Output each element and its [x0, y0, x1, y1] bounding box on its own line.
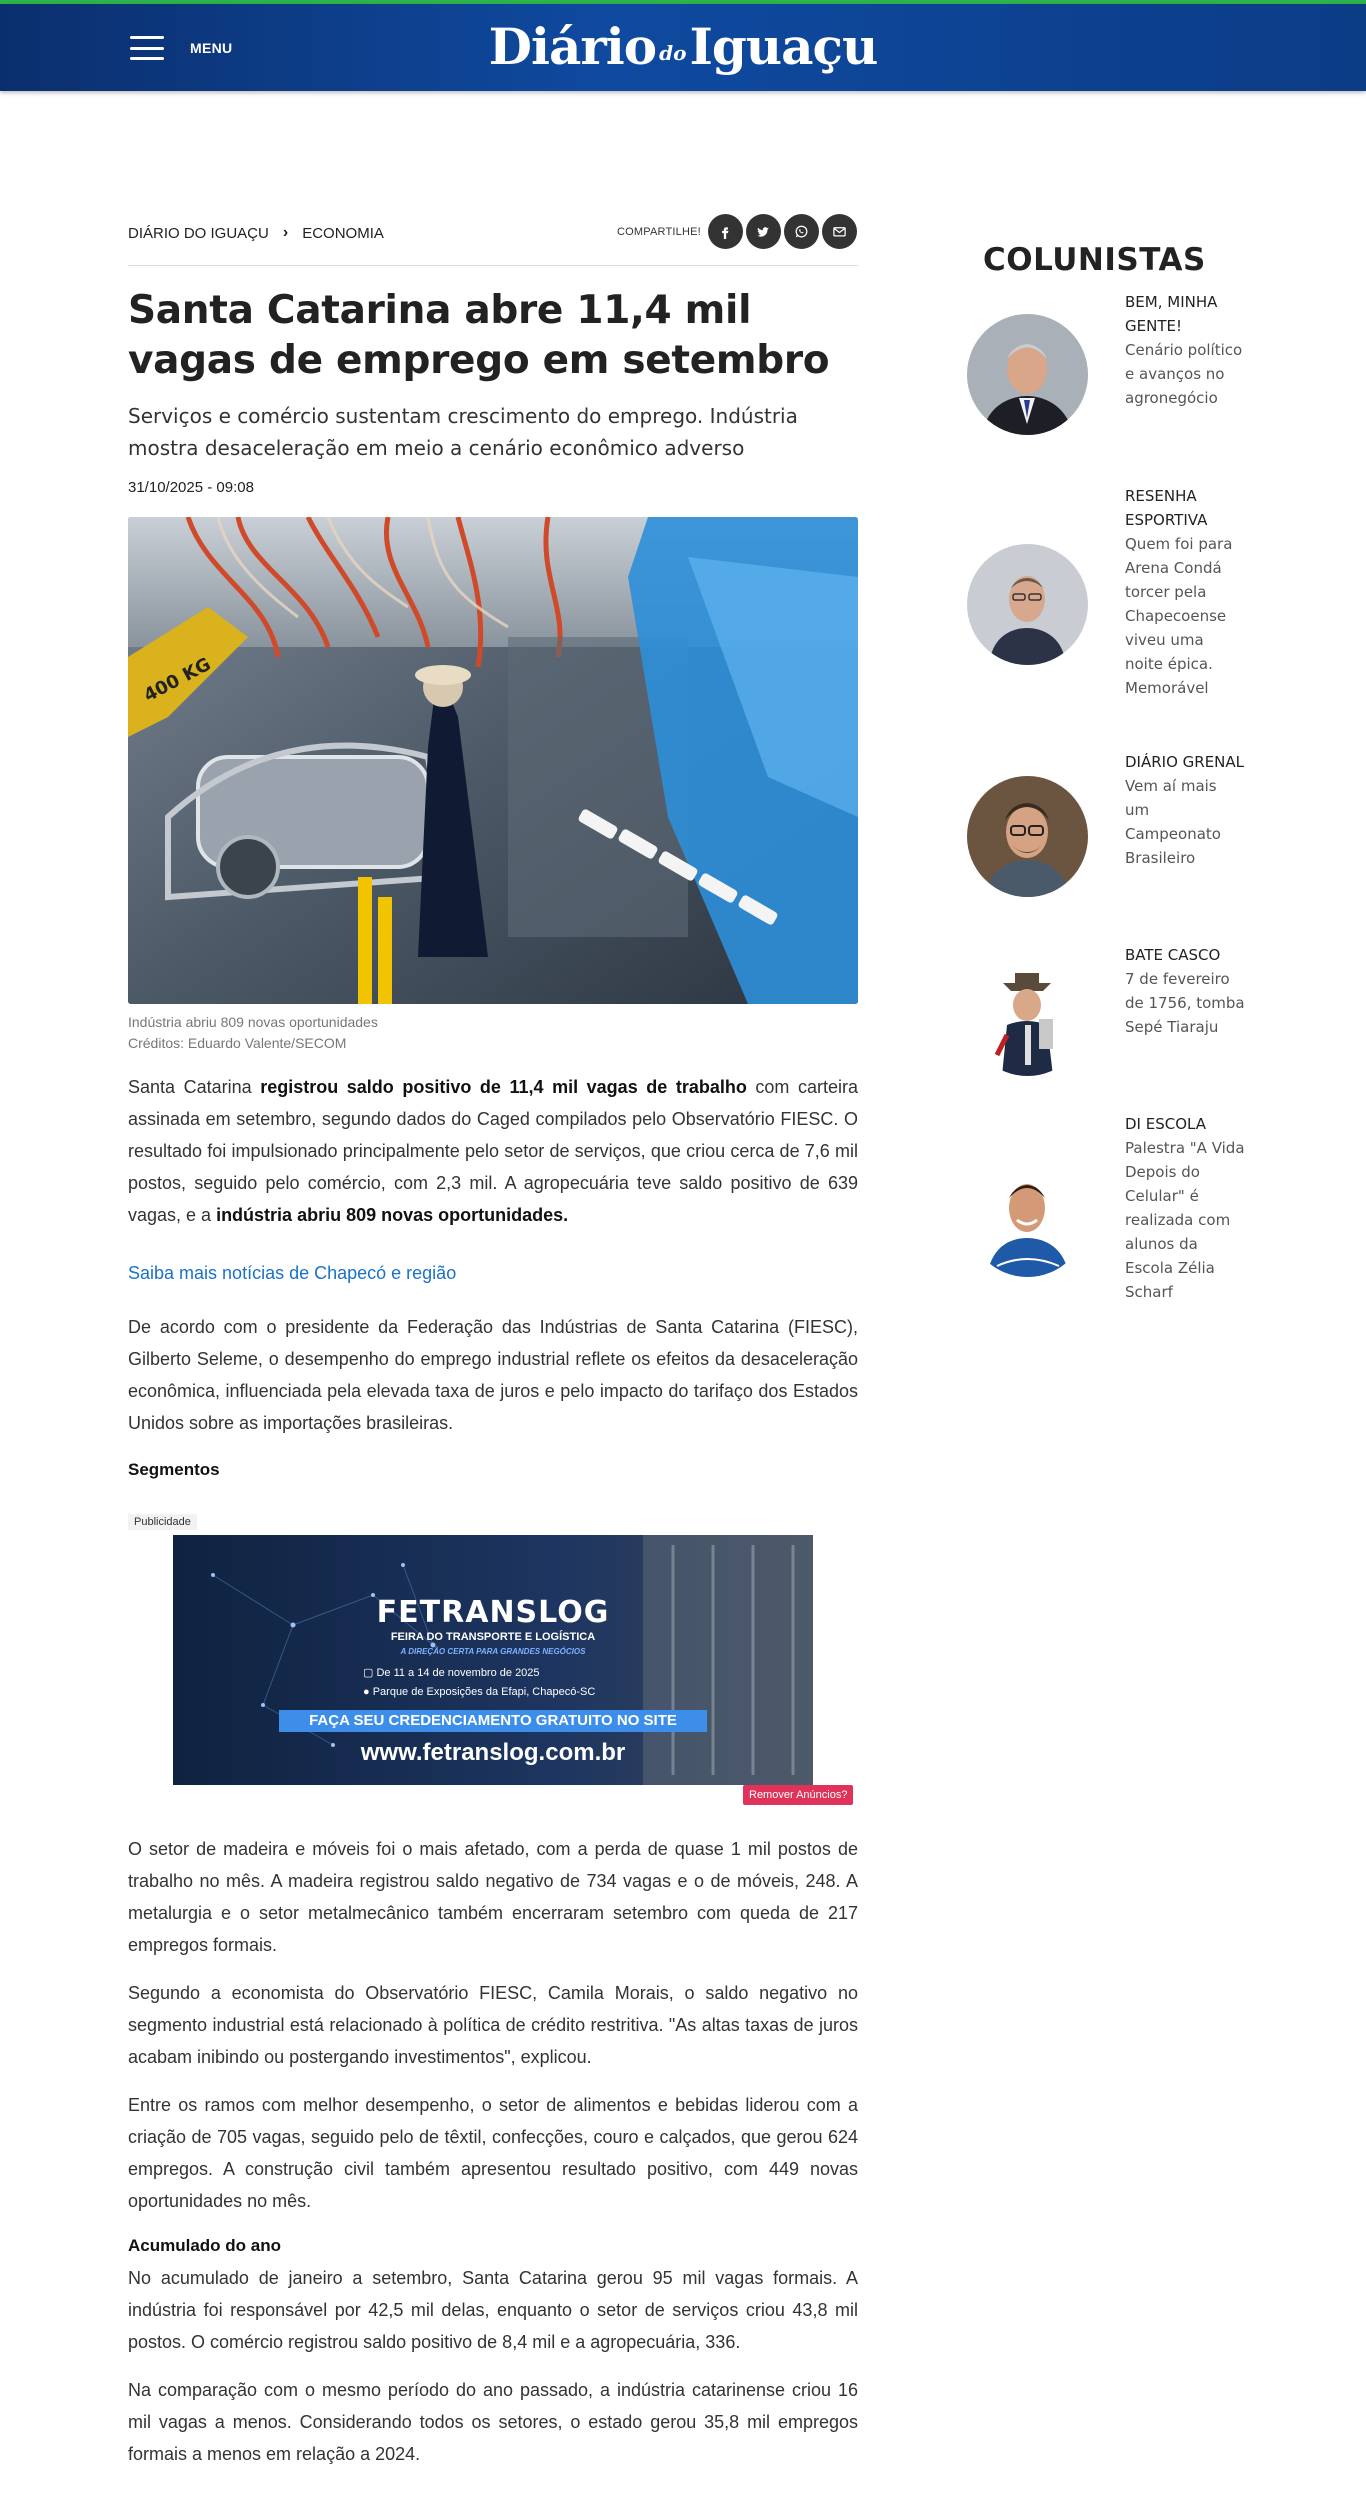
section-heading-segmentos: Segmentos: [128, 1460, 220, 1479]
fetranslog-ad-banner[interactable]: [173, 1535, 813, 1785]
caption-credits: Créditos: Eduardo Valente/SECOM: [128, 1035, 347, 1051]
ad-place-text: Parque de Exposições da Efapi, Chapecó-SC: [372, 1686, 596, 1698]
calendar-icon: ▢: [363, 1667, 377, 1679]
avatar: [967, 955, 1088, 1076]
ad-dates: [363, 1666, 540, 1679]
ad-subtagline: A DIREÇÃO CERTA PARA GRANDES NEGÓCIOS: [400, 1647, 586, 1656]
breadcrumb-section[interactable]: ECONOMIA: [302, 224, 384, 242]
facebook-share-button[interactable]: [708, 214, 743, 249]
avatar: [967, 1156, 1088, 1277]
columnist-description[interactable]: Palestra "A Vida Depois do Celular" é realizada com alunos da Escola Zélia Scharf: [1125, 1139, 1245, 1301]
columnist-card[interactable]: [967, 290, 1287, 440]
image-caption: [128, 1012, 378, 1054]
facebook-icon: [718, 225, 732, 239]
columnist-name[interactable]: RESENHA ESPORTIVA: [1125, 487, 1208, 529]
article-paragraph: O setor de madeira e móveis foi o mais afetado, com a perda de quase 1 mil postos de trabalho no mês. A madeira registrou saldo negativo de 734 vagas e o de móveis, 248. A metalurgia e o setor metalmecânico também encerraram setembro com queda de 217 empregos formais.: [128, 1839, 858, 1955]
columnist-description[interactable]: Cenário político e avanços no agronegócio: [1125, 341, 1243, 407]
twitter-share-button[interactable]: [746, 214, 781, 249]
article-title: Santa Catarina abre 11,4 mil vagas de emprego em setembro: [128, 288, 830, 383]
logo-text-iguacu: Iguaçu: [689, 16, 878, 76]
svg-text:400 KG: 400 KG: [140, 653, 215, 707]
share-bar: [617, 214, 857, 249]
article-subtitle: Serviços e comércio sustentam crescimento do emprego. Indústria mostra desaceleração em meio a cenário econômico adverso: [128, 404, 798, 460]
article-paragraph: Entre os ramos com melhor desempenho, o setor de alimentos e bebidas liderou com a criação de 705 vagas, seguido pelo de têxtil, confecções, couro e calçados, que gerou 624 empregos. A construção civil também apresentou resultado positivo, com 449 novas oportunidades no mês.: [128, 2095, 858, 2211]
share-label: COMPARTILHE!: [617, 225, 701, 238]
avatar: [967, 314, 1088, 435]
article-paragraph: Segundo a economista do Observatório FIESC, Camila Morais, o saldo negativo no segmento industrial está relacionado à política de crédito restritiva. "As altas taxas de juros acabam inibindo ou postergando investimentos", explicou.: [128, 1983, 858, 2067]
avatar: [967, 776, 1088, 897]
columnist-description[interactable]: Vem aí mais um Campeonato Brasileiro: [1125, 777, 1221, 867]
breadcrumb: [128, 224, 384, 242]
whatsapp-icon: [794, 224, 809, 239]
site-logo[interactable]: [488, 14, 878, 78]
hamburger-icon: [130, 34, 164, 62]
location-pin-icon: ●: [363, 1686, 373, 1698]
article-hero-image: [128, 517, 858, 1004]
columnist-description[interactable]: Quem foi para Arena Condá torcer pela Chapecoense viveu uma noite épica. Memorável: [1125, 535, 1233, 697]
columnist-description[interactable]: 7 de fevereiro de 1756, tomba Sepé Tiaraju: [1125, 970, 1245, 1036]
columnist-card[interactable]: [967, 943, 1287, 1093]
menu-label: MENU: [190, 40, 233, 56]
chevron-right-icon: ›: [282, 224, 289, 241]
article-paragraph: No acumulado de janeiro a setembro, Santa Catarina gerou 95 mil vagas formais. A indústria foi responsável por 42,5 mil delas, enquanto o setor de serviços criou 43,8 mil postos. O comércio registrou saldo positivo de 8,4 mil e a agropecuária, 336.: [128, 2268, 858, 2352]
ad-dates-text: De 11 a 14 de novembro de 2025: [376, 1667, 540, 1679]
divider: [128, 265, 858, 266]
columnist-card[interactable]: [967, 750, 1287, 900]
article-paragraph: [128, 1071, 858, 1231]
avatar: [967, 544, 1088, 665]
more-news-link[interactable]: Saiba mais notícias de Chapecó e região: [128, 1263, 457, 1283]
remove-ads-button[interactable]: Remover Anúncios?: [743, 1785, 853, 1805]
p1-text: com carteira assinada em setembro, segundo dados do Caged compilados pelo Observatório FIESC. O resultado foi impulsionado principalmente pelo setor de serviços, que criou cerca de 7,6 mil postos, seguido pelo comércio, com 2,3 mil. A agropecuária teve saldo positivo de 639 vagas, e a: [128, 1077, 858, 1225]
ad-place: [363, 1686, 595, 1698]
email-icon: [832, 224, 847, 239]
menu-button[interactable]: [130, 31, 240, 65]
columnist-name[interactable]: BEM, MINHA GENTE!: [1125, 293, 1218, 335]
section-heading-acumulado: Acumulado do ano: [128, 2236, 281, 2255]
logo-text-do: do: [659, 41, 687, 65]
p1-text: Santa Catarina: [128, 1077, 261, 1097]
p1-bold: indústria abriu 809 novas oportunidades.: [216, 1205, 569, 1225]
columnist-card[interactable]: [967, 1112, 1287, 1312]
breadcrumb-home[interactable]: DIÁRIO DO IGUAÇU: [128, 224, 269, 242]
caption-text: Indústria abriu 809 novas oportunidades: [128, 1014, 378, 1030]
columnist-card[interactable]: [967, 484, 1287, 704]
columnist-name[interactable]: BATE CASCO: [1125, 946, 1221, 964]
ad-tagline: FEIRA DO TRANSPORTE E LOGÍSTICA: [390, 1631, 596, 1643]
whatsapp-share-button[interactable]: [784, 214, 819, 249]
ad-cta: FAÇA SEU CREDENCIAMENTO GRATUITO NO SITE: [279, 1710, 707, 1732]
columnists-title: COLUNISTAS: [983, 242, 1206, 278]
twitter-icon: [756, 225, 770, 239]
ad-brand: FETRANSLOG: [376, 1595, 610, 1630]
ad-label: Publicidade: [128, 1514, 197, 1530]
site-header: [0, 4, 1366, 91]
logo-text-diario: Diário: [488, 16, 657, 76]
factory-photo: [128, 517, 858, 1004]
email-share-button[interactable]: [822, 214, 857, 249]
p1-bold: registrou saldo positivo de 11,4 mil vagas de trabalho: [260, 1077, 747, 1097]
article-paragraph: De acordo com o presidente da Federação das Indústrias de Santa Catarina (FIESC), Gilberto Seleme, o desempenho do emprego industrial reflete os efeitos da desaceleração econômica, influenciada pela elevada taxa de juros e pelo impacto do tarifaço dos Estados Unidos sobre as importações brasileiras.: [128, 1317, 858, 1433]
ad-url: www.fetranslog.com.br: [360, 1739, 626, 1766]
article-date: 31/10/2025 - 09:08: [128, 479, 254, 496]
article-paragraph: Na comparação com o mesmo período do ano passado, a indústria catarinense criou 16 mil vagas a menos. Considerando todos os setores, o estado gerou 35,8 mil empregos formais a menos em relação a 2024.: [128, 2380, 858, 2464]
columnist-name[interactable]: DIÁRIO GRENAL: [1125, 753, 1245, 771]
columnist-name[interactable]: DI ESCOLA: [1125, 1115, 1206, 1133]
